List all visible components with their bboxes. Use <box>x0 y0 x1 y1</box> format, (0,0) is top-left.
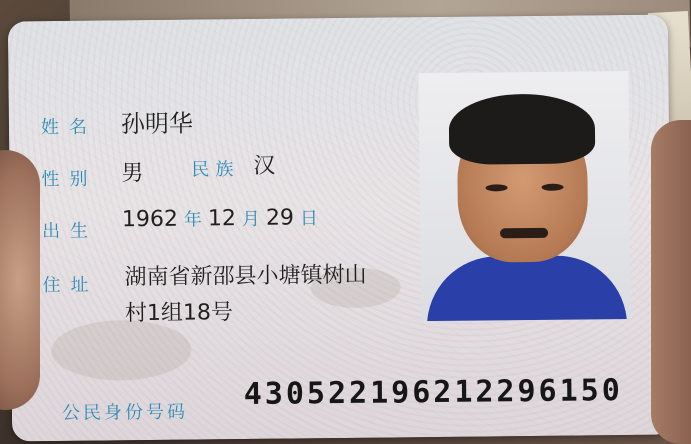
ethnicity-label: 民族 <box>191 159 240 181</box>
id-number-label: 公民身份号码 <box>61 401 189 424</box>
gender-label: 性别 <box>41 168 98 191</box>
ethnicity-value: 汉 <box>253 153 276 179</box>
address-line1: 湖南省新邵县小塘镇树山 <box>124 262 367 291</box>
birth-date <box>122 204 324 232</box>
birth-day-unit: 日 <box>299 208 319 230</box>
address-label: 住址 <box>42 274 99 297</box>
birth-label: 出生 <box>41 220 99 243</box>
id-card <box>8 15 672 442</box>
card-wear-mark <box>51 320 192 381</box>
left-thumb <box>0 150 40 410</box>
right-finger <box>651 120 691 444</box>
birth-year: 1962 <box>121 206 179 233</box>
birth-year-unit: 年 <box>183 209 203 231</box>
name-value: 孙明华 <box>120 109 194 139</box>
photo-mustache <box>500 228 548 239</box>
birth-month-unit: 月 <box>241 208 261 231</box>
photo-hair <box>449 93 596 165</box>
birth-day: 29 <box>265 205 295 231</box>
gender-value: 男 <box>121 161 144 187</box>
address-line2: 村1组18号 <box>124 300 234 327</box>
portrait-photo <box>418 71 631 321</box>
name-label: 姓名 <box>40 116 98 139</box>
birth-month: 12 <box>207 206 237 232</box>
id-number-value: 430522196212296150 <box>243 373 624 413</box>
